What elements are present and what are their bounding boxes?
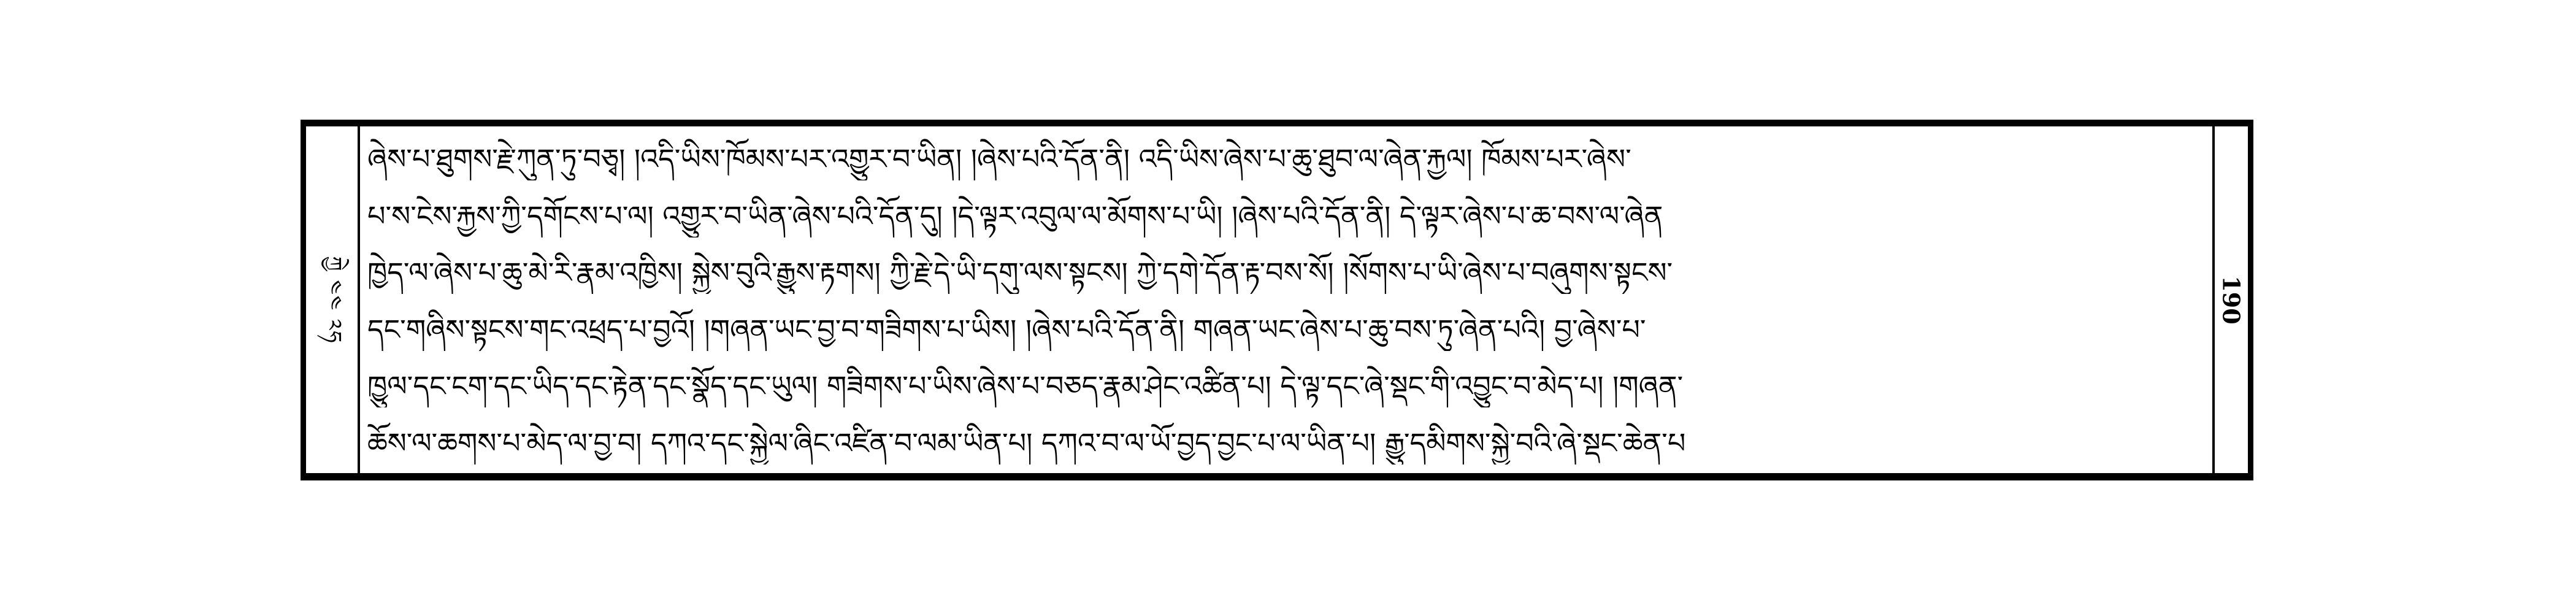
text-line-6: ཆོས་ལ་ཆགས་པ་མེད་ལ་བྱ་བ། དཀའ་དང་སྐྱེལ་ཞིང་འཛིན་བ་ལམ་ཡིན་པ། དཀའ་བ་ལ་ཡོ་བྱད་བྱང་པ་ལ་ཡིན་པ། རྒྱུ་དམིགས་སྐྱེ་བའི་ཞེ་སྡང་ཆེན་པ: [367, 426, 1686, 460]
text-line-4: དང་གཞིས་སྟངས་གང་འཕྲད་པ་བྱའོ། །གཞན་ཡང་བྱ་བ་གཟིགས་པ་ཡིས། །ཞེས་པའི་དོན་ནི། གཞན་ཡང་ཞེས་པ་ཆུ་བས་ཏུ་ཞེན་པའི། བྱ་ཞེས་པ་: [367, 312, 1646, 346]
right-margin: [2212, 126, 2248, 473]
left-margin: [306, 126, 360, 473]
text-body: [367, 137, 2205, 465]
text-line-3: ཁྱེད་ལ་ཞེས་པ་ཆུ་མེ་རི་རྣམ་འཁྱིས། སྐྱེས་བུའི་རྒྱུས་རྟགས། ཀྱི་རྗེ་དེ་ཡི་དགུ་ལས་སྟངས། ཀྱེ་དགེ་དོན་རྟ་བས་སོ། །སོགས་པ་ཡི་ཞེས་པ་བཞུགས་སྟངས་: [367, 256, 1673, 290]
marginal-title: ཀྱེ ༤༤ ༢ཧ: [321, 256, 346, 344]
text-line-5: ཁྱུལ་དང་ངག་དང་ཡིད་དང་རྟེན་དང་སྣོད་དང་ཡུལ། གཟིགས་པ་ཡིས་ཞེས་པ་བཅད་རྣམ་ཤེང་འཚིན་པ། དེ་ལྟ་དང་ཞེ་སྡང་གི་འབྱུང་བ་མེད་པ། །གཞན་: [367, 369, 1684, 403]
folio-number: 190: [2217, 275, 2245, 325]
text-line-2: པ་ས་ངེས་རྐྱས་ཀྱི་དགོངས་པ་ལ། འགྱུར་བ་ཡིན་ཞེས་པའི་དོན་དུ། །དེ་ལྟར་འབུལ་ལ་མོགས་པ་ཡི། །ཞེས་པའི་དོན་ནི། དེ་ལྟར་ཞེས་པ་ཆ་བས་ལ་ཞེན: [367, 199, 1663, 233]
text-line-1: ཞེས་པ་ཐུགས་རྗེ་ཀུན་ཏུ་བཅྭ། །འདི་ཡིས་ཁོམས་པར་འགྱུར་བ་ཡིན། །ཞེས་པའི་དོན་ནི། འདི་ཡིས་ཞེས་པ་ཆུ་ཐུབ་ལ་ཞེན་རྐྱལ། ཁོམས་པར་ཞེས་: [367, 142, 1631, 175]
folio-frame: [301, 120, 2253, 480]
